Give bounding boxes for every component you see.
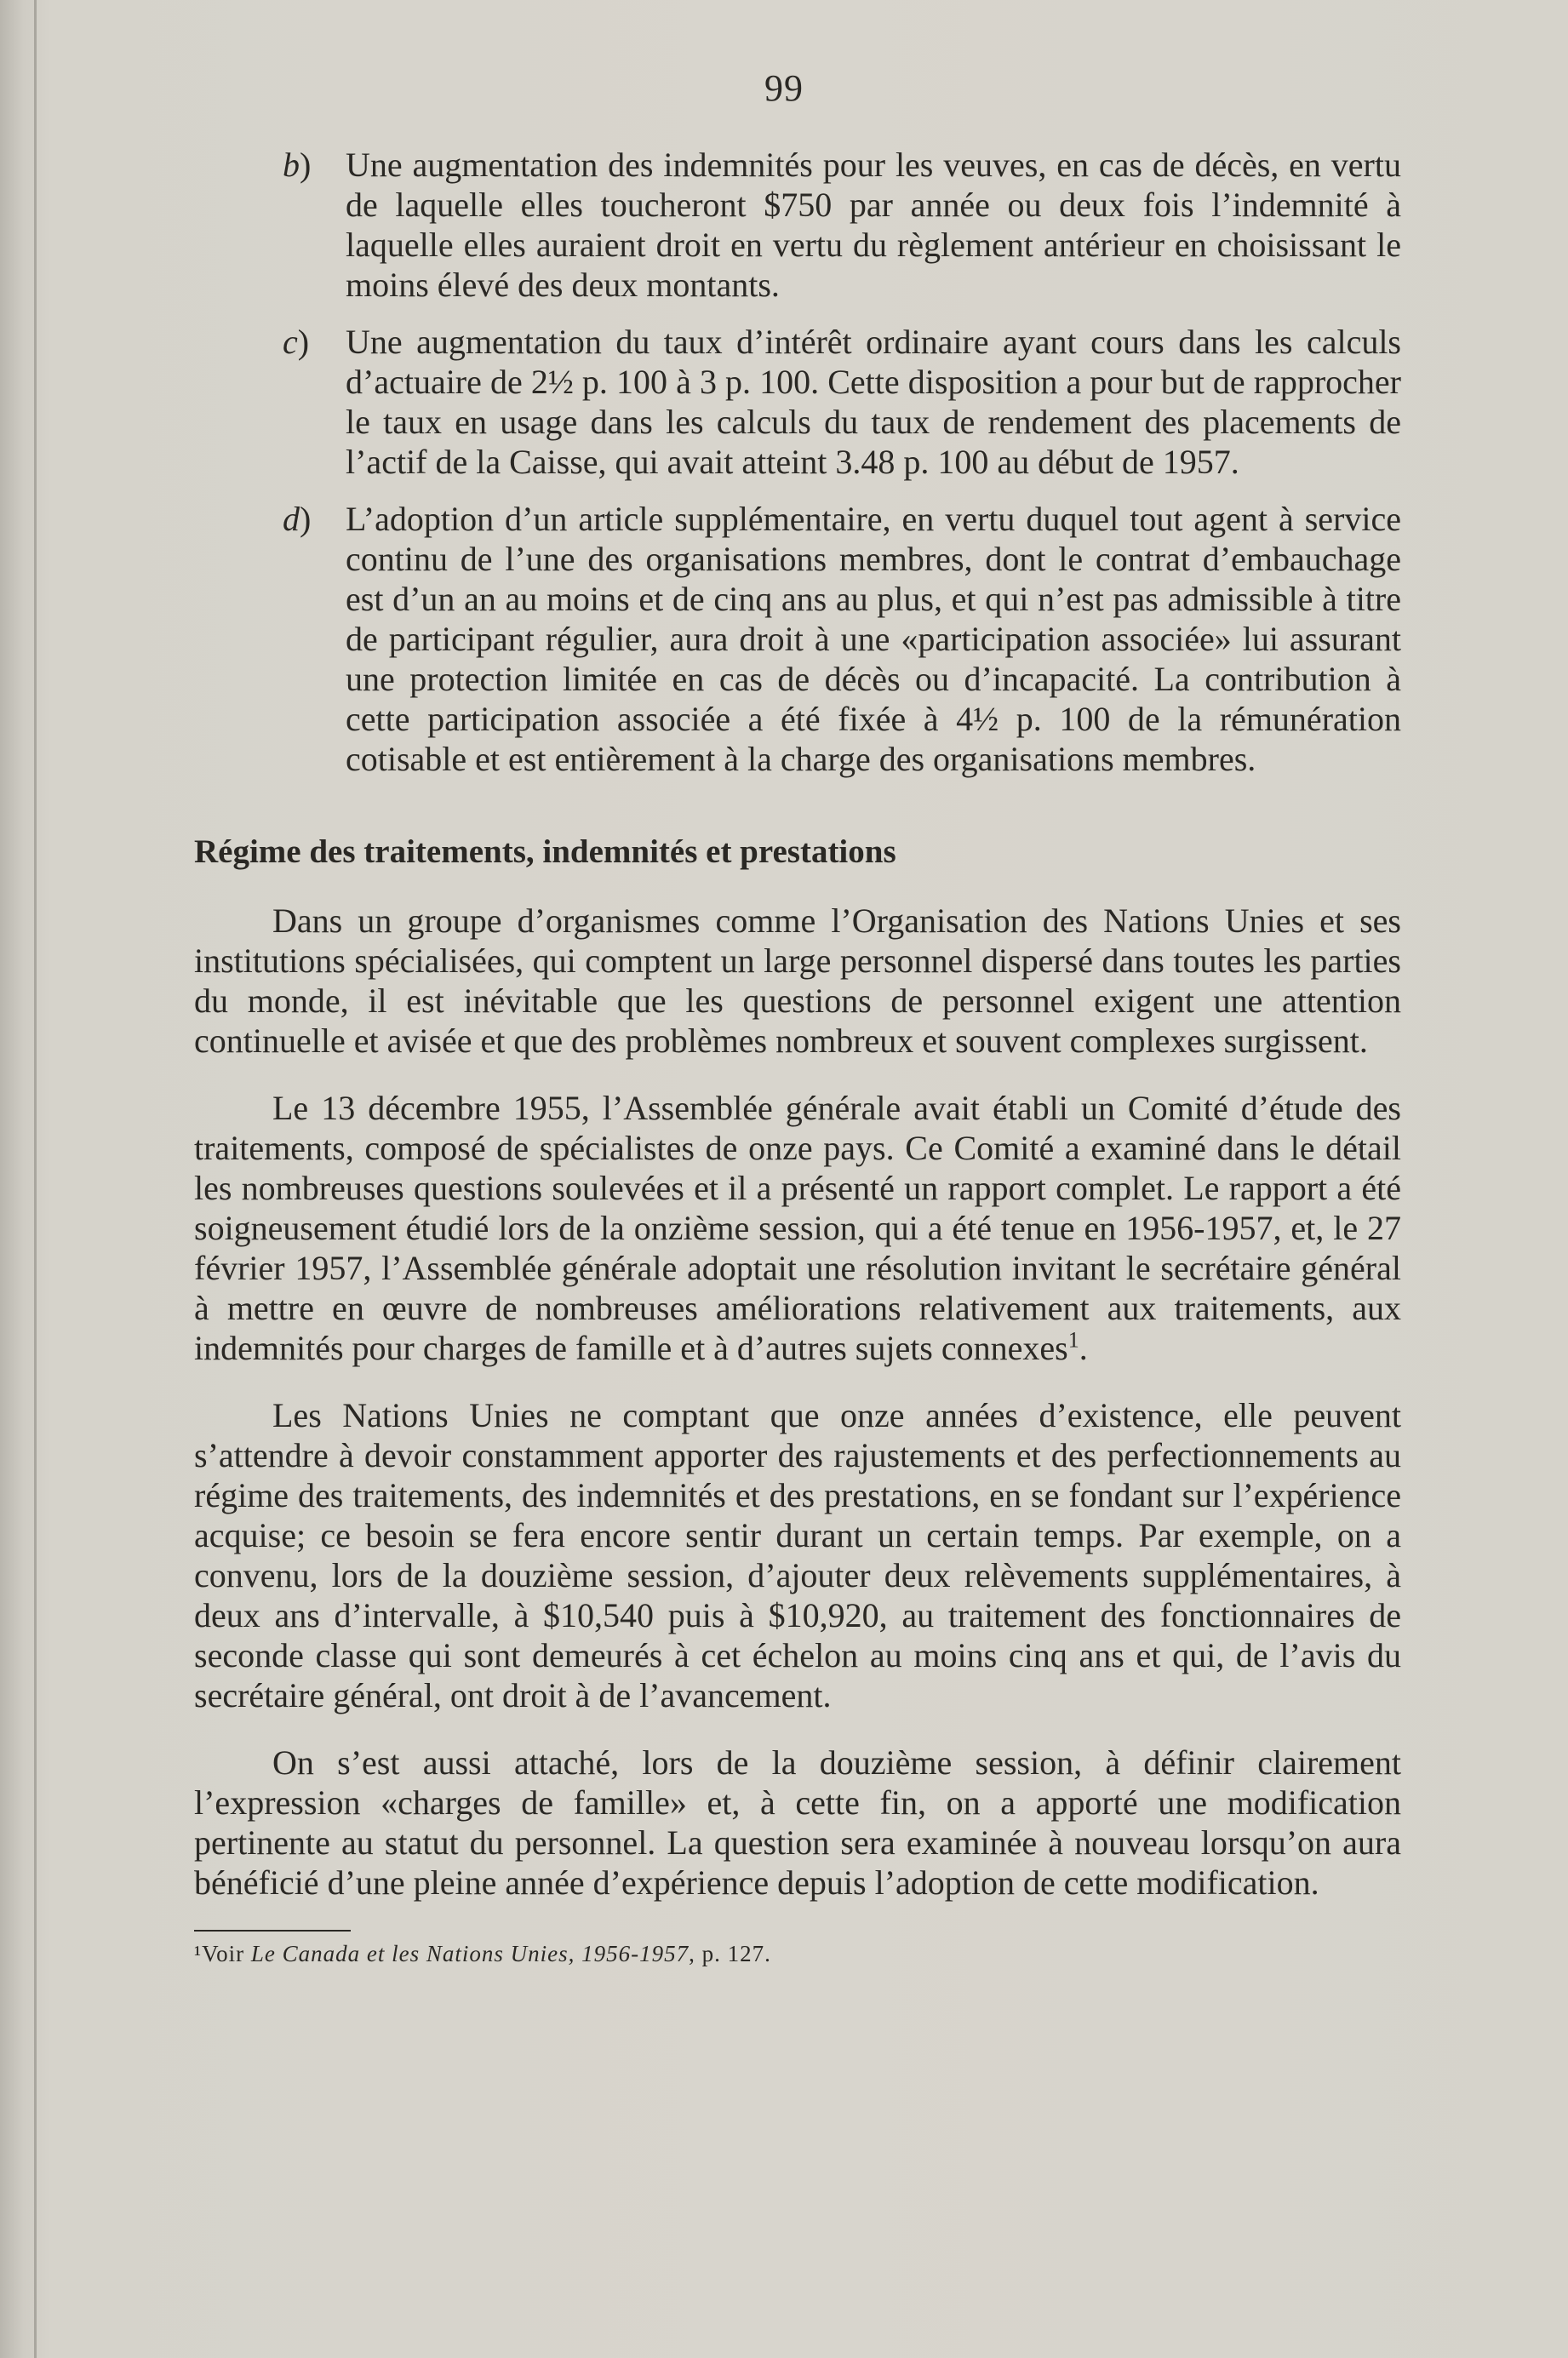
list-item-text: Une augmentation du taux d’intérêt ordinaire ayant cours dans les calculs d’actuaire de 2½ p. 100 à 3 p. 100. Cette disposition a pour but de rapprocher le taux en usage dans les calculs du taux de rendement des placements de l’actif de la Caisse, qui avait atteint 3.48 p. 100 au début de 1957. [346, 323, 1401, 481]
list-item-text: L’adoption d’un article supplémentaire, en vertu duquel tout agent à service continu de l’une des organisations membres, dont le contrat d’embauchage est d’un an au moins et de cinq ans au plus, et qui n’est pas admissible à titre de participant régulier, aura droit à une «participation associée» lui assurant une protection limitée en cas de décès ou d’incapacité. La contribution à cette participation associée a été fixée à 4½ p. 100 de la rémunération cotisable et est entièrement à la charge des organisations membres. [346, 500, 1401, 778]
section-heading: Régime des traitements, indemnités et prestations [194, 833, 896, 870]
list-item-text: Une augmentation des indemnités pour les veuves, en cas de décès, en vertu de laquelle elles toucheront $750 par année ou deux fois l’indemnité à laquelle elles auraient droit en vertu du règlement antérieur en choisissant le moins élevé des deux montants. [346, 146, 1401, 304]
paragraph: Le 13 décembre 1955, l’Assemblée générale avait établi un Comité d’étude des traitements, composé de spécialistes de onze pays. Ce Comité a examiné dans le détail les nombreuses questions soulevées et il a présenté un rapport complet. Le rapport a été soigneusement étudié lors de la onzième session, qui a été tenue en 1956-1957, et, le 27 février 1957, l’Assemblée générale adoptait une résolution invitant le secrétaire général à mettre en œuvre de nombreuses améliorations relativement aux traitements, aux indemnités pour charges de famille et à d’autres sujets connexes$^1$. [194, 1089, 1401, 1367]
list-item-label: c) [283, 323, 310, 361]
footnote: ¹Voir Le Canada et les Nations Unies, 1956-1957, p. 127. [194, 1941, 771, 1966]
paragraph: On s’est aussi attaché, lors de la douzième session, à définir clairement l’expression «charges de famille» et, à cette fin, on a apporté une modification pertinente au statut du personnel. La question sera examinée à nouveau lorsqu’on aura bénéficié d’une pleine année d’expérience depuis l’adoption de cette modification. [194, 1743, 1401, 1902]
binding-gutter [34, 0, 37, 2358]
list-item-d [194, 499, 1401, 779]
page-content [194, 145, 1401, 1969]
paragraph: Les Nations Unies ne comptant que onze années d’existence, elle peuvent s’attendre à devoir constamment apporter des rajustements et des perfectionnements au régime des traitements, des indemnités et des prestations, en se fondant sur l’expérience acquise; ce besoin se fera encore sentir durant un certain temps. Par exemple, on a convenu, lors de la douzième session, d’ajouter deux relèvements supplémentaires, à deux ans d’intervalle, à $10,540 puis à $10,920, au traitement des fonctionnaires de seconde classe qui sont demeurés à cet échelon au moins cinq ans et qui, de l’avis du secrétaire général, ont droit à de l’avancement. [194, 1396, 1401, 1714]
page-number: 99 [764, 67, 804, 109]
list-item-c [194, 322, 1401, 482]
list-item-label: b) [283, 146, 312, 184]
footnote-divider [194, 1930, 351, 1932]
footnote-marker: 1 [1067, 1327, 1079, 1353]
list-item-label: d) [283, 500, 312, 538]
list-item-b [194, 145, 1401, 305]
paragraph: Dans un groupe d’organismes comme l’Organisation des Nations Unies et ses institutions spécialisées, qui comptent un large personnel dispersé dans toutes les parties du monde, il est inévitable que les questions de personnel exigent une attention continuelle et avisée et que des problèmes nombreux et souvent complexes surgissent. [194, 901, 1401, 1060]
